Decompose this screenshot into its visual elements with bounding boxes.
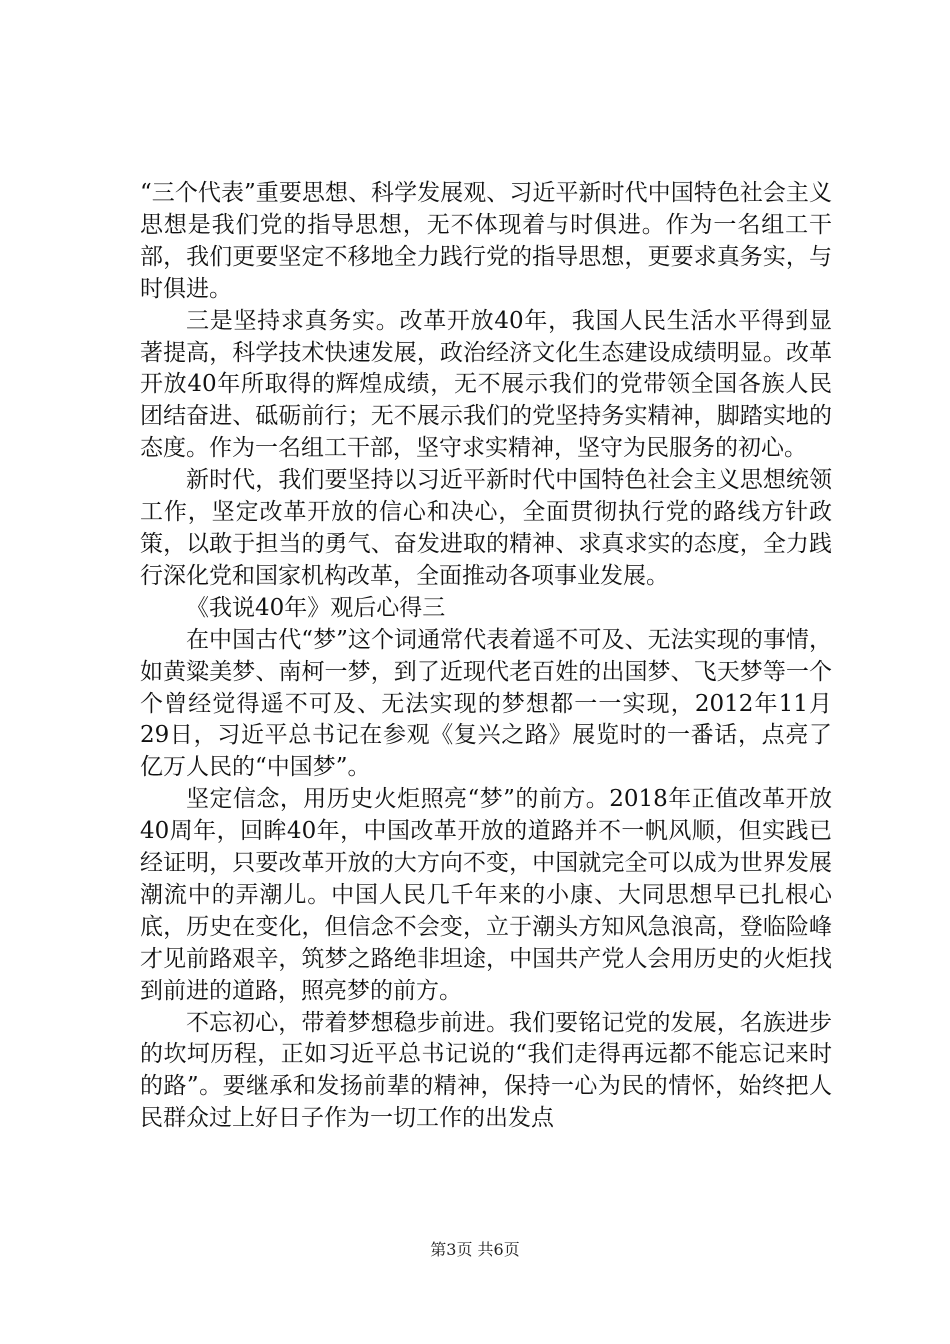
section-heading: 《我说40年》观后心得三	[186, 594, 446, 621]
paragraph-5: 坚定信念，用历史火炬照亮“梦”的前方。2018年正值改革开放40周年，回眸40年，中国改革开放的道路并不一帆风顺，但实践已经证明，只要改革开放的大方向不变，中国就完全可以成为世界发展潮流中的弄潮儿。中国人民几千年来的小康、大同思想早已扎根心底，历史在变化，但信念不会变，立于潮头方知风急浪高，登临险峰才见前路艰辛，筑梦之路绝非坦途，中国共产党人会用历史的火炬找到前进的道路，照亮梦的前方。	[140, 786, 832, 1004]
paragraph-2: 三是坚持求真务实。改革开放40年，我国人民生活水平得到显著提高，科学技术快速发展，政治经济文化生态建设成绩明显。改革开放40年所取得的辉煌成绩，无不展示我们的党带领全国各族人民团结奋进、砥砺前行；无不展示我们的党坚持务实精神，脚踏实地的态度。作为一名组工干部，坚守求实精神，坚守为民服务的初心。	[140, 307, 832, 462]
paragraph-1: “三个代表”重要思想、科学发展观、习近平新时代中国特色社会主义思想是我们党的指导思想，无不体现着与时俱进。作为一名组工干部，我们更要坚定不移地全力践行党的指导思想，更要求真务实，与时俱进。	[140, 180, 832, 302]
paragraph-6: 不忘初心，带着梦想稳步前进。我们要铭记党的发展，名族进步的坎坷历程，正如习近平总书记说的“我们走得再远都不能忘记来时的路”。要继承和发扬前辈的精神，保持一心为民的情怀，始终把人民群众过上好日子作为一切工作的出发点	[140, 1009, 832, 1132]
paragraph-3: 新时代，我们要坚持以习近平新时代中国特色社会主义思想统领工作，坚定改革开放的信心和决心，全面贯彻执行党的路线方针政策，以敢于担当的勇气、奋发进取的精神、求真求实的态度，全力践行深化党和国家机构改革，全面推动各项事业发展。	[140, 467, 832, 589]
document-body	[140, 178, 832, 1135]
page-number-footer: 第3页 共6页	[430, 1240, 520, 1259]
paragraph-4: 在中国古代“梦”这个词通常代表着遥不可及、无法实现的事情，如黄粱美梦、南柯一梦，到了近现代老百姓的出国梦、飞天梦等一个个曾经觉得遥不可及、无法实现的梦想都一一实现，2012年11月29日，习近平总书记在参观《复兴之路》展览时的一番话，点亮了亿万人民的“中国梦”。	[140, 626, 832, 781]
